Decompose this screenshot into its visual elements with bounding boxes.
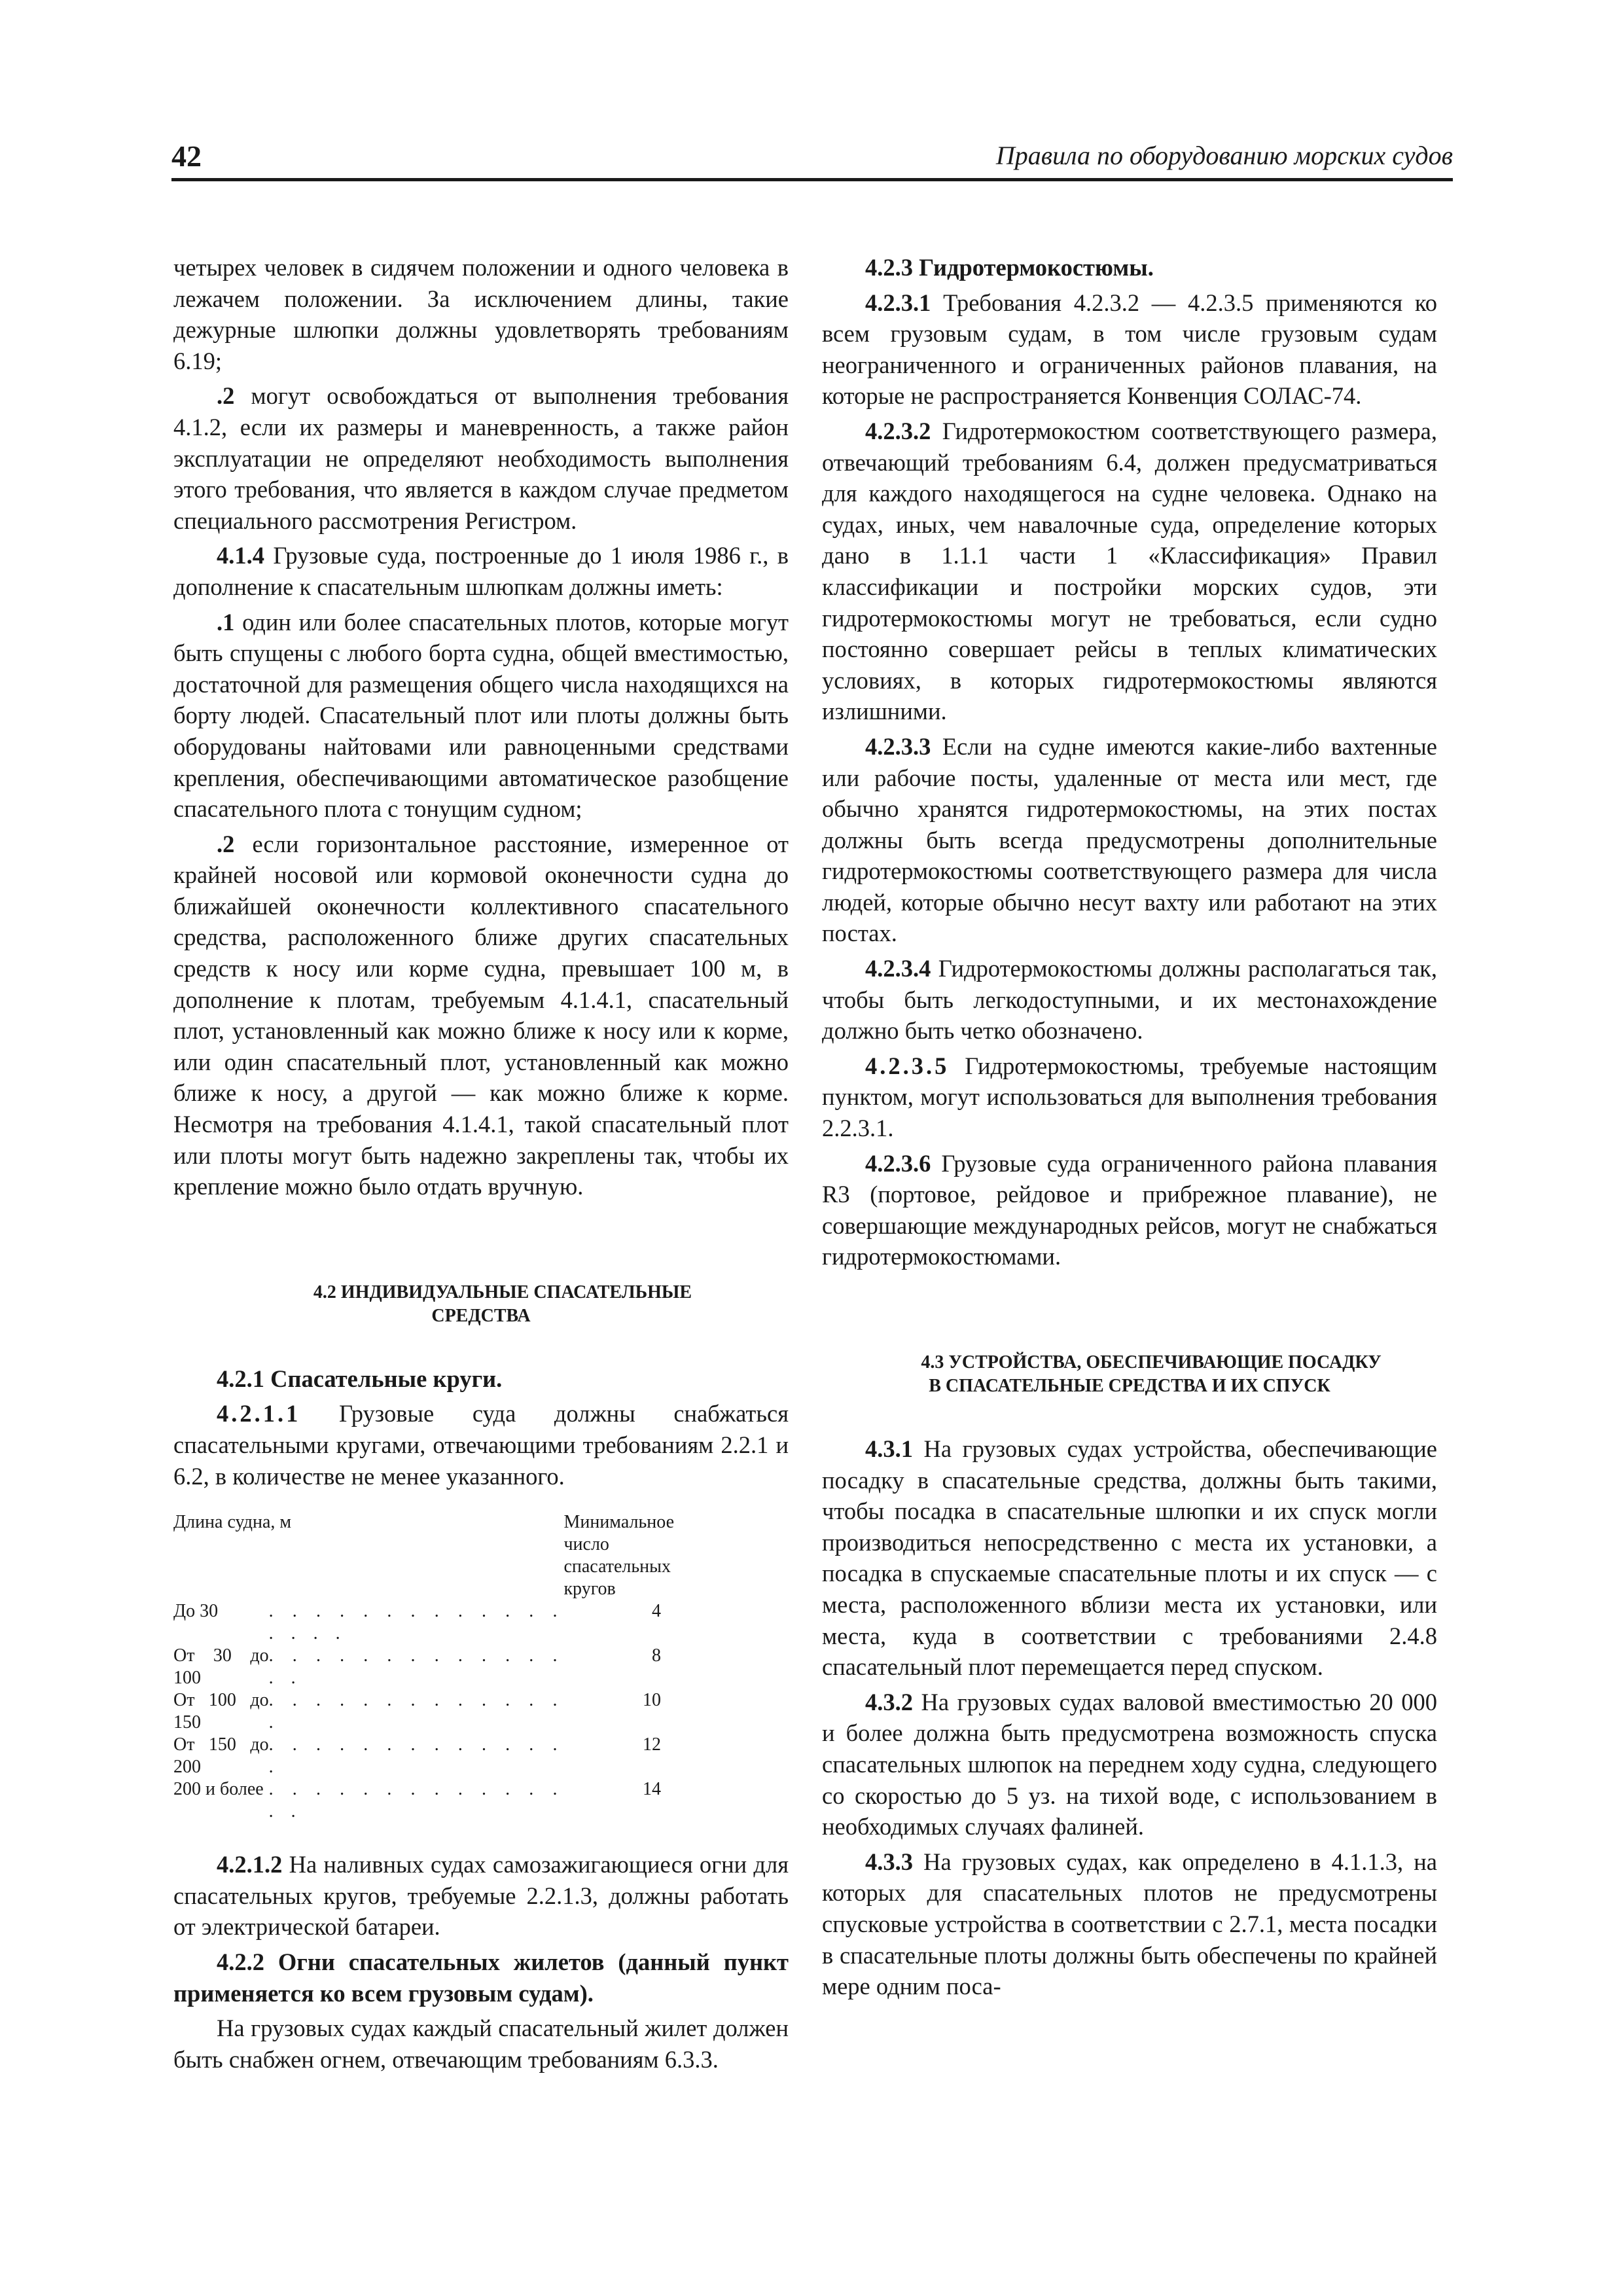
- subsection-heading: 4.2.3 Гидротермокостюмы.: [865, 254, 1154, 281]
- section-heading: 4.3 УСТРОЙСТВА, ОБЕСПЕЧИВАЮЩИЕ ПОСАДКУ В СПАСАТЕЛЬНЫЕ СРЕДСТВА И ИХ СПУСК: [921, 1352, 1382, 1396]
- right-column: [822, 252, 1437, 2002]
- section-heading: 4.2 ИНДИВИДУАЛЬНЫЕ СПАСАТЕЛЬНЫЕ СРЕДСТВА: [313, 1282, 692, 1326]
- table-row: До 30 . . . . . . . . . . . . . . . . . 4: [173, 1601, 661, 1644]
- table-header-count: Минимальное число спасательных кругов: [563, 1512, 674, 1600]
- table-header-row: [173, 1511, 674, 1600]
- paragraph: 4.2.3.3 Если на судне имеются какие-либо вахтенные или рабочие посты, удаленные от места или мест, где обычно хранятся гидротермокостюмы, на этих постах должны быть всегда предусмотрены дополнительные гидротермокостюмы соответствующего размера для числа людей, которые обычно несут вахту или работают на этих постах.: [822, 732, 1437, 947]
- page-number: 42: [171, 139, 202, 173]
- paragraph: На грузовых судах каждый спасательный жилет должен быть снабжен огнем, отвечающим требованиям 6.3.3.: [173, 2015, 789, 2073]
- paragraph: 4.2.3.1 Требования 4.2.3.2 — 4.2.3.5 применяются ко всем грузовым судам, в том числе грузовым судам неограниченного и ограниченных районов плавания, на которые не распространяется Конвенция СОЛАС-74.: [822, 289, 1437, 410]
- table-header-length: Длина судна, м: [173, 1512, 292, 1533]
- left-column: [173, 252, 789, 2075]
- table-row: От 100 до 150 . . . . . . . . . . . . . . 10: [173, 1690, 661, 1733]
- table-row: От 150 до 200 . . . . . . . . . . . . . . 12: [173, 1734, 661, 1778]
- paragraph: 4.2.1.2 На наливных судах самозажигающиеся огни для спасательных кругов, требуемые 2.2.1.3, должны работать от электрической батареи.: [173, 1851, 789, 1941]
- paragraph: 4.2.3.5 Гидротермокостюмы, требуемые настоящим пунктом, могут использоваться для выполнения требования 2.2.3.1.: [822, 1052, 1437, 1142]
- paragraph: четырех человек в сидячем положении и одного человека в лежачем положении. За исключением длины, такие дежурные шлюпки должны удовлетворять требованиям 6.19;: [173, 254, 789, 374]
- lifebuoy-table: [173, 1511, 674, 1823]
- paragraph: 4.3.2 На грузовых судах валовой вместимостью 20 000 и более должна быть предусмотрена возможность спуска спасательных шлюпок на переднем ходу судна, следующего со скоростью до 5 уз. на тихой воде, с использованием в необходимых случаях фалиней.: [822, 1688, 1437, 1840]
- paragraph: .2 если горизонтальное расстояние, измеренное от крайней носовой или кормовой оконечности судна до ближайшей оконечности коллективного спасательного средства, расположенного ближе других спасательных средств к носу или корме судна, превышает 100 м, в дополнение к плотам, требуемым 4.1.4.1, спасательный плот, установленный как можно ближе к носу или к корме, или один спасательный плот, установленный как можно ближе к носу, а другой — как можно ближе к корме. Несмотря на требования 4.1.4.1, такой спасательный плот или плоты могут быть надежно закреплены так, чтобы их крепление можно было отдать вручную.: [173, 830, 789, 1200]
- paragraph: 4.2.3.4 Гидротермокостюмы должны располагаться так, чтобы быть легкодоступными, и их местонахождение должно быть четко обозначено.: [822, 955, 1437, 1045]
- subsection-heading: 4.2.2 Огни спасательных жилетов (данный пункт применяется ко всем грузовым судам).: [173, 1948, 789, 2007]
- paragraph: .2 могут освобождаться от выполнения требования 4.1.2, если их размеры и маневренность, а также район эксплуатации не определяют необходимость выполнения этого требования, что является в каждом случае предметом специального рассмотрения Регистром.: [173, 382, 789, 534]
- page-header: [171, 139, 1453, 181]
- paragraph: 4.3.3 На грузовых судах, как определено в 4.1.1.3, на которых для спасательных плотов не предусмотрены спусковые устройства в соответствии с 2.7.1, места посадки в спасательные плоты должны быть обеспечены по крайней мере одним поса-: [822, 1848, 1437, 2000]
- paragraph: 4.2.3.2 Гидротермокостюм соответствующего размера, отвечающий требованиям 6.4, должен предусматриваться для каждого находящегося на судне человека. Однако на судах, иных, чем навалочные суда, определение которых дано в 1.1.1 части 1 «Классификация» Правил классификации и постройки морских судов, эти гидротермокостюмы могут не требоваться, если судно постоянно совершает рейсы в теплых климатических условиях, в которых гидротермокостюмы являются излишними.: [822, 417, 1437, 725]
- paragraph: 4.2.1.1 Грузовые суда должны снабжаться спасательными кругами, отвечающими требованиям 2.2.1 и 6.2, в количестве не менее указанного.: [173, 1400, 789, 1490]
- table-row: 200 и более . . . . . . . . . . . . . . . 14: [173, 1779, 661, 1822]
- paragraph: 4.1.4 Грузовые суда, построенные до 1 июля 1986 г., в дополнение к спасательным шлюпкам должны иметь:: [173, 542, 789, 600]
- paragraph: .1 один или более спасательных плотов, которые могут быть спущены с любого борта судна, общей вместимостью, достаточной для размещения общего числа находящихся на борту людей. Спасательный плот или плоты должны быть оборудованы найтовами или равноценными средствами крепления, обеспечивающими автоматическое разобщение спасательного плота с тонущим судном;: [173, 608, 789, 823]
- paragraph: 4.3.1 На грузовых судах устройства, обеспечивающие посадку в спасательные средства, должны быть такими, чтобы посадка в спасательные шлюпки и их спуск могли производиться непосредственно с места их установки, а посадка в спускаемые спасательные плоты и их спуск — с места, расположенного вблизи места их установки, или места, куда в соответствии с требованиями 2.4.8 спасательный плот перемещается перед спуском.: [822, 1435, 1437, 1681]
- table-row: От 30 до 100 . . . . . . . . . . . . . . . 8: [173, 1645, 661, 1689]
- subsection-heading: 4.2.1 Спасательные круги.: [217, 1365, 503, 1392]
- running-title: Правила по оборудованию морских судов: [995, 141, 1453, 170]
- paragraph: 4.2.3.6 Грузовые суда ограниченного района плавания R3 (портовое, рейдовое и прибрежное плавание), не совершающие международных рейсов, могут не снабжаться гидротермокостюмами.: [822, 1149, 1437, 1270]
